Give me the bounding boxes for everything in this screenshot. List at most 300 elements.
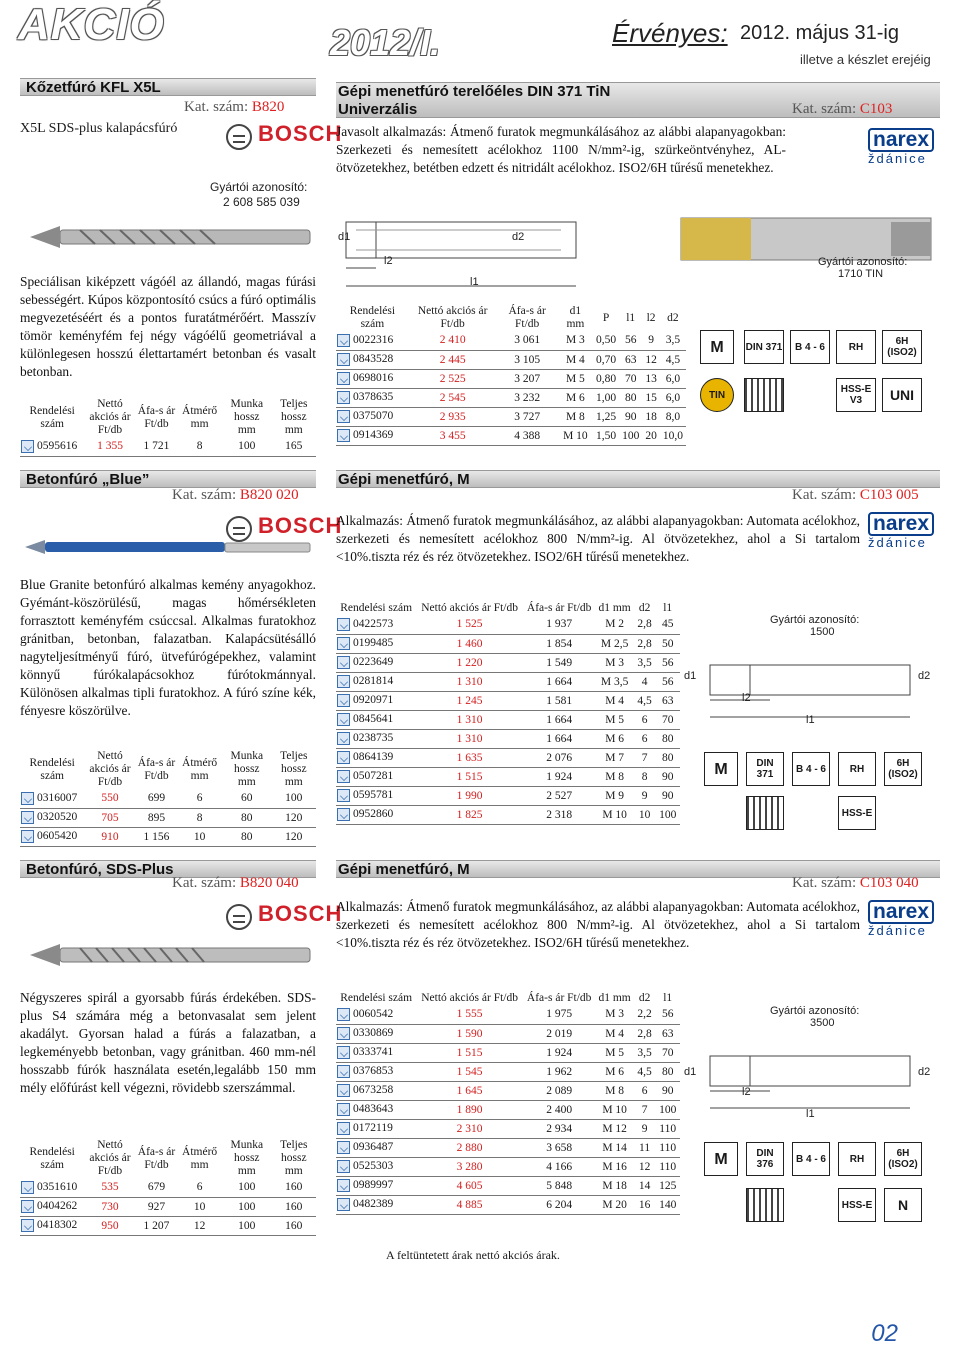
table-row [336, 331, 686, 350]
order-number-cell [336, 426, 409, 445]
checkbox-icon [337, 372, 350, 385]
symbol-hsse: HSS-E [838, 1188, 876, 1222]
order-number-cell [20, 827, 84, 846]
p2-title: Betonfúró „Blue” [26, 471, 150, 488]
table-cell: M 20 [595, 1195, 633, 1214]
table-cell: 2 089 [523, 1081, 596, 1100]
order-number: 0351610 [37, 1180, 78, 1193]
table-cell: M 10 [558, 426, 593, 445]
p3-drill-image [20, 930, 320, 980]
p3-table [20, 1139, 316, 1236]
akcio-title: AKCIÓ [18, 0, 165, 49]
order-number: 0483643 [353, 1103, 394, 1116]
order-number: 0060542 [353, 1007, 394, 1020]
symbol-uni: UNI [882, 378, 922, 412]
dim-l2: l2 [742, 1086, 751, 1098]
checkbox-icon [337, 353, 350, 366]
table-cell: M 6 [595, 729, 633, 748]
order-number-cell [336, 388, 409, 407]
col-header: Munka hossz mm [230, 1139, 264, 1177]
table-cell: 70 [655, 1043, 680, 1062]
table-cell: 90 [655, 1081, 680, 1100]
order-number-cell [336, 1005, 416, 1024]
table-cell: 2 527 [523, 786, 596, 805]
order-number: 0914369 [353, 429, 394, 442]
kat-value: B820 040 [239, 875, 299, 891]
table-cell: 56 [619, 331, 642, 350]
p5-catalog-number [792, 487, 919, 504]
table-cell: 110 [655, 1157, 680, 1176]
dim-d2: d2 [512, 231, 525, 243]
table-cell: 70 [655, 710, 680, 729]
table-cell: 2,2 [634, 1005, 656, 1024]
table-cell: 50 [655, 634, 680, 653]
table-row [336, 767, 680, 786]
table-cell: M 3 [595, 653, 633, 672]
table-cell: 6,0 [660, 388, 686, 407]
col-header: Teljes hossz mm [280, 398, 308, 436]
table-body [336, 331, 686, 445]
symbol-6h: 6H (ISO2) [884, 752, 922, 786]
order-number-cell [336, 1157, 416, 1176]
col-header: d2 [667, 311, 679, 324]
order-number: 0172119 [353, 1122, 393, 1135]
table-cell: 2,8 [634, 615, 656, 634]
table-row [336, 615, 680, 634]
table-cell: 2,8 [634, 634, 656, 653]
col-header: Teljes hossz mm [280, 750, 308, 788]
kat-value: B820 020 [239, 487, 299, 503]
table-cell: 2 318 [523, 805, 596, 824]
table-cell: 1 310 [416, 729, 523, 748]
page-header [0, 0, 960, 80]
bosch-wordmark: BOSCH [258, 121, 343, 146]
table-cell: 1 555 [416, 1005, 523, 1024]
table-cell: 90 [655, 767, 680, 786]
table-body [20, 1178, 316, 1235]
table-body [336, 615, 680, 824]
table-cell: 160 [272, 1216, 316, 1235]
order-number-cell [336, 653, 416, 672]
table-cell: 80 [222, 808, 272, 827]
col-header: Rendelési szám [29, 404, 75, 430]
checkbox-icon [337, 1046, 350, 1059]
checkbox-icon [21, 1200, 34, 1213]
table-cell: 160 [272, 1178, 316, 1197]
table-cell: 7 [634, 1100, 656, 1119]
checkbox-icon [337, 656, 350, 669]
table-row [20, 1216, 316, 1235]
p4-title: Gépi menetfúró terelőéles DIN 371 TiN [338, 83, 611, 100]
table-cell: 1 664 [523, 672, 596, 691]
table-cell: 1 664 [523, 729, 596, 748]
table-cell: M 10 [595, 1100, 633, 1119]
symbol-b: B 4 - 6 [790, 330, 830, 364]
col-header: Nettó akciós ár Ft/db [89, 398, 131, 436]
table-cell: 679 [136, 1178, 178, 1197]
col-header: d2 [638, 992, 651, 1004]
order-number: 0418302 [37, 1219, 78, 1232]
table-cell: 80 [222, 827, 272, 846]
table-row [336, 653, 680, 672]
table-cell: 125 [655, 1176, 680, 1195]
table-cell: 1 460 [416, 634, 523, 653]
table-cell: 6,0 [660, 369, 686, 388]
dim-d1: d1 [684, 1066, 697, 1078]
table-cell: 12 [642, 350, 660, 369]
order-number-cell [20, 1216, 84, 1235]
table-row [336, 407, 686, 426]
order-number-cell [20, 789, 84, 808]
col-header: d2 [638, 602, 651, 614]
order-number: 0845641 [353, 713, 394, 726]
checkbox-icon [337, 770, 350, 783]
checkbox-icon [21, 1181, 34, 1194]
checkbox-icon [337, 1065, 350, 1078]
table-cell: 1 664 [523, 710, 596, 729]
table-header [20, 1139, 316, 1178]
table-cell: 1 924 [523, 1043, 596, 1062]
table-cell: 1 525 [416, 615, 523, 634]
order-number: 0605420 [37, 830, 78, 843]
order-number-cell [336, 407, 409, 426]
col-header: Munka hossz mm [230, 750, 264, 788]
col-header: Rendelési szám [29, 756, 75, 782]
p6-catalog-number [792, 875, 919, 892]
table-cell: M 5 [595, 1043, 633, 1062]
table-cell: 2 400 [523, 1100, 596, 1119]
p2-catalog-number [172, 487, 299, 504]
table-cell: 45 [655, 615, 680, 634]
p1-mfr-label: Gyártói azonosító: [210, 180, 308, 194]
narex-logo [868, 512, 938, 548]
checkbox-icon [337, 732, 350, 745]
order-number-cell [336, 1176, 416, 1195]
table-cell: M 2 [595, 615, 633, 634]
p1-mfr-code: 2 608 585 039 [223, 195, 300, 209]
checkbox-icon [337, 1008, 350, 1021]
symbol-b: B 4 - 6 [792, 1142, 830, 1176]
table-row [336, 388, 686, 407]
checkbox-icon [337, 1103, 350, 1116]
p1-table [20, 398, 316, 457]
table-cell: M 6 [558, 388, 593, 407]
symbol-tap-profile [744, 378, 784, 412]
p6-description: Alkalmazás: Átmenő furatok megmunkálásához, az alábbi alapanyagokban: Automata acélokhoz, szerkezeti és nemesített acélokhoz 800 N/mm²-ig. Al ötvözetekhez, ahol a Si tartalom <10%.tiszta réz és réz ötvözetekhez. ISO2/6H tűrésű menetekhez. [336, 899, 860, 950]
table-cell: 1 207 [136, 1216, 178, 1235]
table-cell: 535 [84, 1178, 135, 1197]
table-cell: M 3,5 [595, 672, 633, 691]
validity-label: Érvényes: [612, 18, 728, 48]
table-row [336, 1100, 680, 1119]
table-cell: 80 [619, 388, 642, 407]
period-title: 2012/I. [330, 22, 441, 63]
table-cell: 8 [177, 808, 222, 827]
table-cell: 3 455 [409, 426, 497, 445]
bosch-logo [226, 121, 342, 150]
table-cell: 3 061 [496, 331, 557, 350]
order-number: 0404262 [37, 1200, 78, 1213]
symbol-hsse: HSS-E [838, 796, 876, 830]
order-number: 0507281 [353, 770, 394, 783]
checkbox-icon [337, 429, 350, 442]
order-number-cell [336, 350, 409, 369]
col-header: Átmérő mm [182, 1145, 218, 1171]
kat-label: Kat. szám: [184, 99, 249, 115]
p5-table [336, 602, 680, 825]
table-cell: 1 962 [523, 1062, 596, 1081]
order-number: 0223649 [353, 656, 394, 669]
table-row [20, 789, 316, 808]
validity-date: 2012. május 31-ig [740, 22, 899, 44]
table-row [20, 437, 316, 456]
symbol-tap-profile [746, 796, 784, 830]
table-cell: 60 [222, 789, 272, 808]
bosch-emblem-icon [226, 904, 252, 930]
col-header: Áfa-s ár Ft/db [137, 1145, 176, 1171]
checkbox-icon [337, 808, 350, 821]
table-cell: 2 935 [409, 407, 497, 426]
p5-tap-drawing [700, 645, 940, 725]
table-cell: 15 [642, 388, 660, 407]
order-number: 0595616 [37, 439, 78, 452]
table-cell: 100 [272, 789, 316, 808]
table-cell: M 10 [595, 805, 633, 824]
order-number: 0320520 [37, 811, 78, 824]
table-cell: 1 854 [523, 634, 596, 653]
table-cell: 100 [655, 1100, 680, 1119]
narex-wordmark: narex [868, 900, 934, 924]
table-cell: M 9 [595, 786, 633, 805]
p2-table [20, 750, 316, 847]
narex-wordmark: narex [868, 128, 934, 152]
table-cell: M 18 [595, 1176, 633, 1195]
table-cell: 56 [655, 653, 680, 672]
order-number-cell [336, 1062, 416, 1081]
bosch-wordmark: BOSCH [258, 513, 343, 538]
order-number-cell [336, 805, 416, 824]
order-number: 0330869 [353, 1027, 394, 1040]
table-cell: 4 166 [523, 1157, 596, 1176]
checkbox-icon [337, 1198, 350, 1211]
table-row [336, 729, 680, 748]
table-cell: 3,5 [660, 331, 686, 350]
col-header: Teljes hossz mm [280, 1139, 308, 1177]
p4-description: Javasolt alkalmazás: Átmenő furatok megmunkálásához az alábbi alapanyagokban: Szerkezeti és nemesített acélokhoz 1100 N/mm²-ig, szürkeöntvényhez, AL-ötvözetekhez, betétben edzett és nitridált acélokhoz. ISO2/6H tűrésű menetekhez. [336, 124, 786, 175]
table-cell: M 16 [595, 1157, 633, 1176]
col-header: Rendelési szám [340, 992, 413, 1004]
table-cell: M 8 [595, 1081, 633, 1100]
table-row [336, 350, 686, 369]
stock-note: illetve a készlet erejéig [800, 52, 931, 67]
symbol-din: DIN 371 [746, 752, 784, 786]
kat-value: C103 [859, 101, 893, 117]
table-cell: 6 [177, 1178, 222, 1197]
order-number-cell [336, 729, 416, 748]
order-number-cell [336, 1100, 416, 1119]
table-cell: 1 545 [416, 1062, 523, 1081]
table-row [336, 1081, 680, 1100]
dim-d2: d2 [918, 1066, 931, 1078]
symbol-n: N [884, 1188, 922, 1222]
table-cell: 90 [655, 786, 680, 805]
symbol-rh: RH [836, 330, 876, 364]
table-header [336, 602, 680, 615]
table-cell: 6 [177, 789, 222, 808]
table-cell: M 8 [595, 767, 633, 786]
dim-l2: l2 [742, 692, 751, 704]
table-cell: 3 207 [496, 369, 557, 388]
table-cell: 110 [655, 1138, 680, 1157]
table-row [336, 710, 680, 729]
col-header: Átmérő mm [182, 404, 218, 430]
table-cell: 4 605 [416, 1176, 523, 1195]
table-cell: M 4 [558, 350, 593, 369]
bosch-logo [226, 901, 342, 930]
table-cell: 1 515 [416, 1043, 523, 1062]
table-cell: 2 445 [409, 350, 497, 369]
dim-d2: d2 [918, 670, 931, 682]
checkbox-icon [337, 1084, 350, 1097]
dim-l1: l1 [470, 276, 479, 288]
table-cell: 1 721 [136, 437, 178, 456]
table-cell: 3,5 [634, 1043, 656, 1062]
table-cell: 1 645 [416, 1081, 523, 1100]
table-cell: 1 590 [416, 1024, 523, 1043]
table-body [336, 1005, 680, 1214]
order-number: 0482389 [353, 1198, 394, 1211]
table-cell: 14 [634, 1176, 656, 1195]
checkbox-icon [21, 830, 34, 843]
symbol-tin: TIN [700, 378, 734, 412]
table-cell: 6 [634, 1081, 656, 1100]
p6-tap-drawing [700, 1036, 940, 1116]
table-cell: 90 [619, 407, 642, 426]
col-header: Nettó akciós ár Ft/db [421, 602, 518, 614]
table-cell: 1 825 [416, 805, 523, 824]
checkbox-icon [21, 1219, 34, 1232]
p6-title: Gépi menetfúró, M [338, 861, 470, 878]
p6-table [336, 992, 680, 1215]
table-cell: 10 [177, 1197, 222, 1216]
symbol-b: B 4 - 6 [792, 752, 830, 786]
table-cell: 63 [655, 691, 680, 710]
symbol-hsse: HSS-E V3 [836, 378, 876, 412]
table-cell: 10 [634, 805, 656, 824]
order-number: 0333741 [353, 1046, 394, 1059]
narex-subtitle: ždánice [868, 151, 927, 166]
table-cell: 1,50 [593, 426, 619, 445]
table-header [336, 305, 686, 331]
p4-tap-drawing [336, 200, 940, 295]
table-cell: 18 [642, 407, 660, 426]
checkbox-icon [337, 391, 350, 404]
table-cell: 2 019 [523, 1024, 596, 1043]
table-cell: M 5 [558, 369, 593, 388]
order-number-cell [336, 634, 416, 653]
p4-title2: Univerzális [338, 101, 418, 118]
table-cell: 1,00 [593, 388, 619, 407]
table-cell: 910 [84, 827, 135, 846]
col-header: l1 [663, 602, 673, 614]
table-header [20, 750, 316, 789]
p1-subtitle: X5L SDS-plus kalapácsfúró [20, 121, 178, 136]
table-row [336, 369, 686, 388]
table-header [336, 992, 680, 1005]
table-row [20, 1178, 316, 1197]
table-body [20, 789, 316, 846]
table-cell: 120 [272, 827, 316, 846]
price-note: A feltüntetett árak nettó akciós árak. [386, 1248, 560, 1262]
table-cell: M 6 [595, 1062, 633, 1081]
order-number: 0422573 [353, 617, 394, 630]
order-number: 0281814 [353, 675, 394, 688]
col-header: d1 mm [598, 602, 631, 614]
p6-mfr-label: Gyártói azonosító: [770, 1005, 860, 1017]
p5-title: Gépi menetfúró, M [338, 471, 470, 488]
table-cell: 1 890 [416, 1100, 523, 1119]
symbol-6h: 6H (ISO2) [882, 330, 922, 364]
order-number-cell [336, 1043, 416, 1062]
order-number-cell [336, 615, 416, 634]
table-cell: 100 [222, 1216, 272, 1235]
table-row [336, 1005, 680, 1024]
narex-subtitle: ždánice [868, 923, 927, 938]
order-number: 0376853 [353, 1065, 394, 1078]
order-number: 0920971 [353, 694, 394, 707]
table-cell: 1 355 [84, 437, 135, 456]
table-cell: 6 [634, 729, 656, 748]
table-cell: M 4 [595, 1024, 633, 1043]
kat-value: B820 [251, 99, 285, 115]
table-cell: 56 [655, 672, 680, 691]
col-header: l2 [646, 311, 656, 324]
table-row [20, 827, 316, 846]
table-cell: 100 [222, 437, 272, 456]
table-row [336, 786, 680, 805]
table-cell: 1 220 [416, 653, 523, 672]
order-number-cell [336, 1024, 416, 1043]
table-cell: 950 [84, 1216, 135, 1235]
table-cell: 6 204 [523, 1195, 596, 1214]
table-cell: 4 885 [416, 1195, 523, 1214]
table-cell: M 8 [558, 407, 593, 426]
table-cell: 1 990 [416, 786, 523, 805]
p4-mfr-code: 1710 TIN [838, 268, 884, 280]
checkbox-icon [337, 694, 350, 707]
p5-mfr-label: Gyártói azonosító: [770, 614, 860, 626]
order-number-cell [20, 808, 84, 827]
kat-value: C103 040 [859, 875, 919, 891]
order-number-cell [336, 672, 416, 691]
symbol-rh: RH [838, 752, 876, 786]
dim-d1: d1 [338, 231, 351, 243]
p5-mfr-code: 1500 [810, 626, 835, 638]
col-header: Rendelési szám [349, 305, 396, 330]
p1-title: Kőzetfúró KFL X5L [26, 79, 161, 96]
table-cell: 70 [619, 369, 642, 388]
p1-description: Speciálisan kiképzett vágóél az állandó, magas fúrási sebességért. Kúpos központosító csúcs a fúró optimális megvezetéséért és a pontos furatátmérőért. Masszív tömör keményfém fej négy vágóélű geometriával a különlegesen hosszú élettartamért betonban és vasalt betonban. [20, 274, 316, 379]
order-number: 0238735 [353, 732, 394, 745]
table-cell: 160 [272, 1197, 316, 1216]
table-row [336, 805, 680, 824]
col-header: Áfa-s ár Ft/db [526, 602, 592, 614]
order-number: 0989997 [353, 1179, 394, 1192]
checkbox-icon [337, 1160, 350, 1173]
symbol-din: DIN 371 [744, 330, 784, 364]
table-row [336, 426, 686, 445]
table-cell: 0,70 [593, 350, 619, 369]
